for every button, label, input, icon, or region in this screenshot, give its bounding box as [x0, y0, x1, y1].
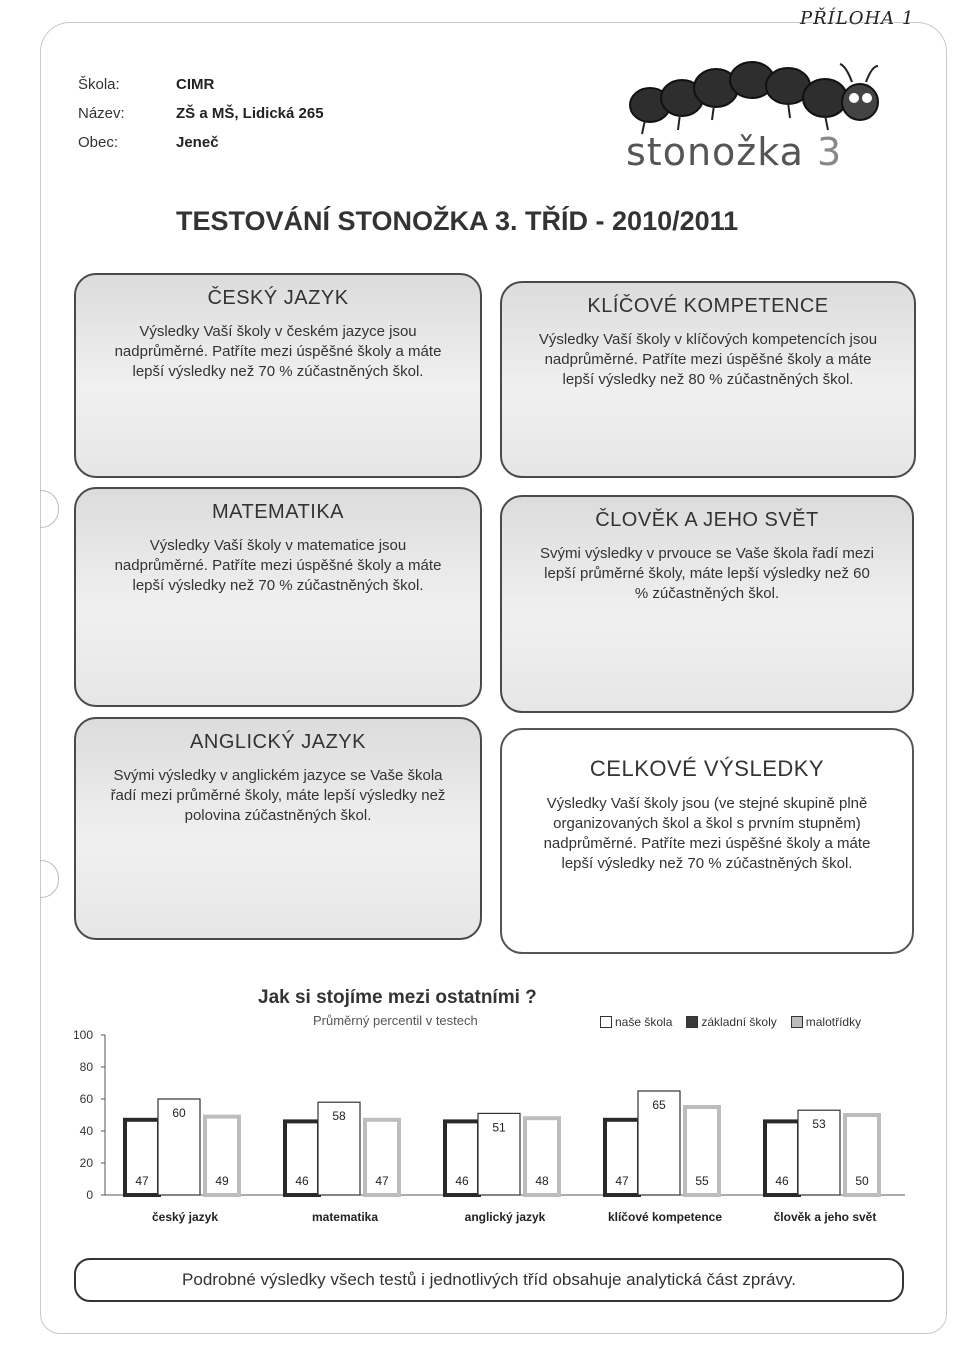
- card-key-competencies: [500, 281, 916, 478]
- card-title: KLÍČOVÉ KOMPETENCE: [587, 295, 829, 317]
- data-label: 60: [172, 1106, 186, 1120]
- data-label: 65: [652, 1098, 666, 1112]
- data-label: 58: [332, 1109, 346, 1124]
- card-title: ČLOVĚK A JEHO SVĚT: [595, 509, 819, 531]
- card-text: Výsledky Vaší školy jsou (ve stejné skupině plně organizovaných škol a škol s prvním stupněm) nadprůměrné. Patříte mezi úspěšné školy a máte lepší výsledky než 70 % zúčastněných škol.: [543, 795, 871, 872]
- data-label: 53: [812, 1117, 826, 1132]
- data-label: 47: [135, 1174, 149, 1188]
- y-tick-label: 80: [79, 1060, 93, 1074]
- legend-item: základní školy: [686, 1015, 776, 1029]
- data-label: 46: [295, 1174, 309, 1188]
- data-label: 55: [695, 1174, 709, 1188]
- legend-item: naše škola: [600, 1015, 672, 1029]
- data-label: 49: [215, 1174, 229, 1188]
- logo-text: stonožka 3: [626, 130, 843, 174]
- card-overall: [500, 728, 914, 954]
- bar-chart: [60, 1025, 920, 1245]
- card-title: ANGLICKÝ JAZYK: [190, 731, 366, 753]
- info-row: Název: ZŠ a MŠ, Lidická 265: [78, 105, 324, 122]
- card-title: MATEMATIKA: [211, 501, 345, 523]
- data-label: 47: [615, 1174, 629, 1188]
- chart-title: Jak si stojíme mezi ostatními ?: [258, 987, 537, 1008]
- x-tick-label: klíčové kompetence: [607, 1210, 723, 1224]
- page-title: TESTOVÁNÍ STONOŽKA 3. TŘÍD - 2010/2011: [176, 206, 739, 236]
- card-text: Svými výsledky v anglickém jazyce se Vaše škola řadí mezi průměrné školy, máte lepší výsledky než polovina zúčastněných škol.: [110, 767, 446, 824]
- card-czech: [74, 273, 482, 478]
- card-title: CELKOVÉ VÝSLEDKY: [589, 756, 825, 781]
- data-label: 51: [492, 1120, 506, 1135]
- card-text: Výsledky Vaší školy v matematice jsou nadprůměrné. Patříte mezi úspěšné školy a máte lepší výsledky než 70 % zúčastněných škol.: [114, 537, 442, 594]
- legend-item: malotřídky: [791, 1015, 861, 1029]
- card-man-and-world: [500, 495, 914, 713]
- card-title: ČESKÝ JAZYK: [207, 287, 349, 309]
- x-tick-label: matematika: [311, 1210, 379, 1224]
- card-text: Svými výsledky v prvouce se Vaše škola řadí mezi lepší průměrné školy, máte lepší výsledky než 60 % zúčastněných škol.: [539, 545, 874, 602]
- info-row: Škola: CIMR: [78, 76, 215, 93]
- school-info: [78, 70, 324, 157]
- data-label: 46: [775, 1174, 789, 1188]
- chart-subtitle: Průměrný percentil v testech: [313, 1013, 478, 1028]
- y-tick-label: 40: [79, 1124, 93, 1138]
- x-tick-label: člověk a jeho svět: [773, 1210, 877, 1224]
- card-english: [74, 717, 482, 940]
- y-tick-label: 20: [79, 1156, 93, 1170]
- y-tick-label: 60: [79, 1092, 93, 1106]
- card-math: [74, 487, 482, 707]
- y-tick-label: 100: [72, 1028, 93, 1042]
- data-label: 50: [855, 1174, 869, 1188]
- x-tick-label: český jazyk: [151, 1210, 219, 1224]
- data-label: 46: [455, 1174, 469, 1188]
- data-label: 47: [375, 1174, 389, 1188]
- card-text: Výsledky Vaší školy v českém jazyce jsou nadprůměrné. Patříte mezi úspěšné školy a máte lepší výsledky než 70 % zúčastněných škol.: [114, 323, 442, 380]
- data-label: 48: [535, 1174, 549, 1188]
- info-row: Obec: Jeneč: [78, 134, 219, 151]
- footer-note: Podrobné výsledky všech testů i jednotlivých tříd obsahuje analytická část zprávy.: [74, 1258, 904, 1302]
- x-tick-label: anglický jazyk: [464, 1210, 546, 1224]
- card-text: Výsledky Vaší školy v klíčových kompetencích jsou nadprůměrné. Patříte mezi úspěšné školy a máte lepší výsledky než 80 % zúčastněných škol.: [538, 331, 878, 388]
- handwritten-note: PŘÍLOHA 1: [800, 8, 915, 29]
- y-tick-label: 0: [86, 1188, 93, 1202]
